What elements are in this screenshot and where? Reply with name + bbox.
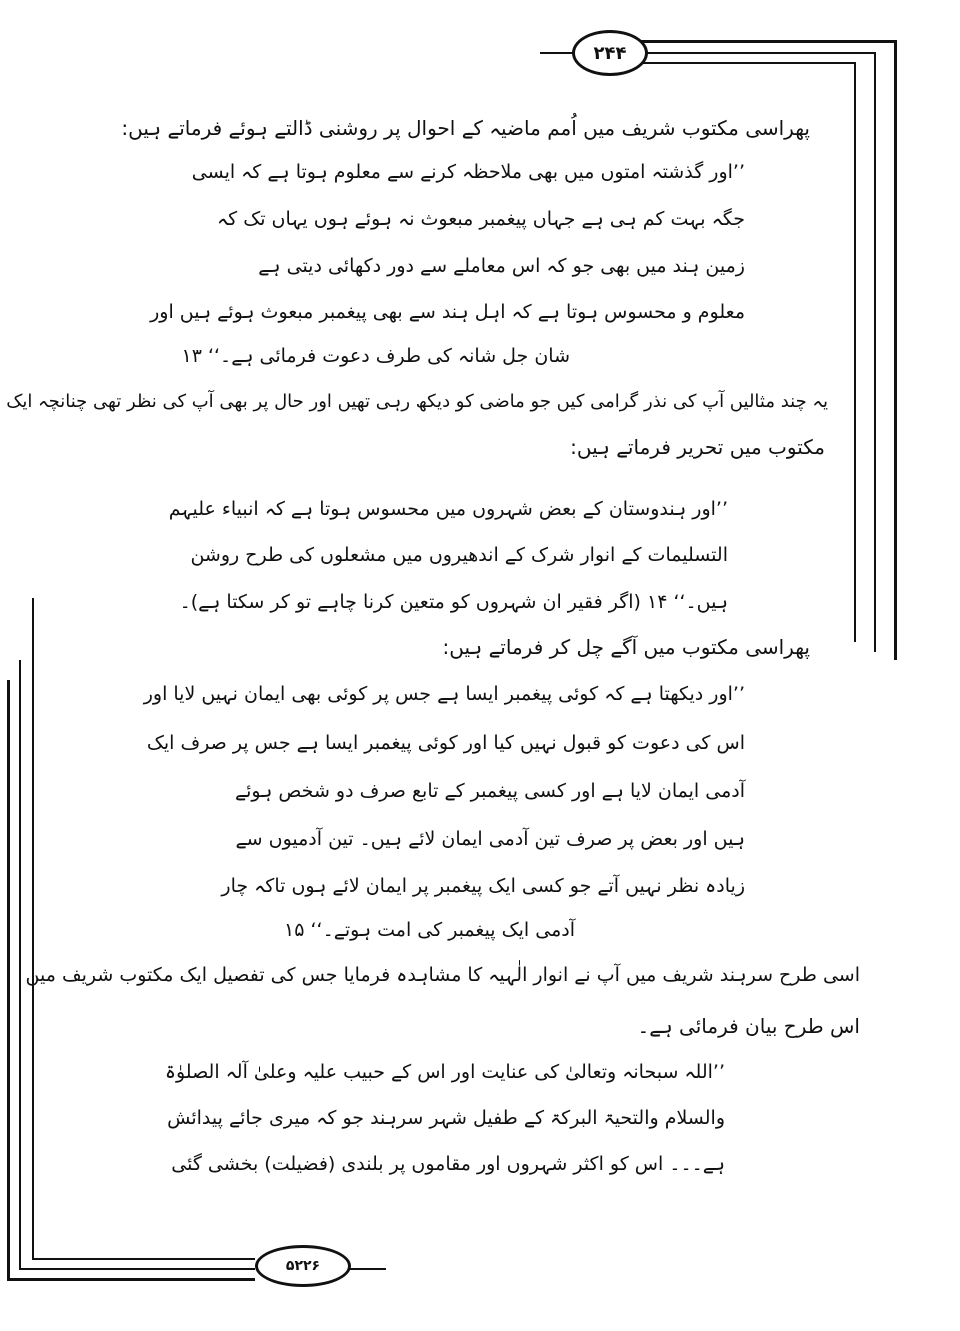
frame-top-line-outer — [640, 40, 896, 43]
frame-left-line-outer — [7, 680, 10, 1280]
quote-line: ’’اور دیکھتا ہے کہ کوئی پیغمبر ایسا ہے جس پر کوئی بھی ایمان نہیں لایا اور — [143, 683, 745, 705]
frame-left-line-innermost — [32, 598, 34, 1260]
frame-bottom-line-innermost — [32, 1258, 255, 1260]
quote-line: والسلام والتحیۃ البرکۃ کے طفیل شہر سرہند جو کہ میری جائے پیدائش — [167, 1107, 725, 1129]
text-line: اس طرح بیان فرمائی ہے۔ — [637, 1014, 860, 1038]
text-line: یہ چند مثالیں آپ کی نذر گرامی کیں جو ماضی کو دیکھ رہی تھیں اور حال پر بھی آپ کی نظر تھی چنانچہ ایک — [6, 391, 828, 412]
quote-line: اس کی دعوت کو قبول نہیں کیا اور کوئی پیغمبر ایسا ہے جس پر صرف ایک — [146, 732, 745, 754]
frame-top-line-inner — [640, 52, 874, 54]
top-page-number: ۲۴۴ — [572, 30, 648, 76]
frame-right-line-outer — [894, 40, 897, 660]
quote-line: جگہ بہت کم ہی ہے جہاں پیغمبر مبعوث نہ ہوئے ہوں یہاں تک کہ — [216, 208, 745, 230]
quote-line: شان جل شانہ کی طرف دعوت فرمائی ہے۔‘‘ ۱۳ — [181, 345, 570, 367]
frame-bottom-line-inner — [19, 1268, 255, 1270]
quote-line: آدمی ایک پیغمبر کی امت ہوتے۔‘‘ ۱۵ — [284, 919, 575, 941]
quote-line: ہے۔۔۔ اس کو اکثر شہروں اور مقاموں پر بلندی (فضیلت) بخشی گئی — [171, 1153, 725, 1175]
quote-line: زمین ہند میں بھی جو کہ اس معاملے سے دور دکھائی دیتی ہے — [258, 255, 745, 277]
quote-line: ہیں۔‘‘ ۱۴ (اگر فقیر ان شہروں کو متعین کرنا چاہے تو کر سکتا ہے)۔ — [179, 591, 728, 613]
text-line: مکتوب میں تحریر فرماتے ہیں: — [570, 435, 825, 459]
bottom-page-number: ۵۲۲۶ — [255, 1245, 351, 1287]
frame-top-left-stub — [540, 52, 574, 54]
quote-line: ’’اور ہندوستان کے بعض شہروں میں محسوس ہوتا ہے کہ انبیاء علیہم — [168, 498, 728, 520]
text-line: اسی طرح سرہند شریف میں آپ نے انوار الٰہیہ کا مشاہدہ فرمایا جس کی تفصیل ایک مکتوب شریف میں — [25, 964, 860, 986]
quote-line: ’’اللہ سبحانہ وتعالیٰ کی عنایت اور اس کے حبیب علیہ وعلیٰ آلہ الصلوٰۃ — [164, 1061, 725, 1083]
quote-line: معلوم و محسوس ہوتا ہے کہ اہل ہند سے بھی پیغمبر مبعوث ہوئے ہیں اور — [150, 301, 745, 323]
frame-right-line-innermost — [854, 62, 856, 642]
frame-right-line-inner — [874, 52, 876, 652]
frame-bottom-line-outer — [7, 1278, 255, 1281]
text-line: پھراسی مکتوب میں آگے چل کر فرماتے ہیں: — [442, 635, 810, 659]
quote-line: التسلیمات کے انوار شرک کے اندھیروں میں مشعلوں کی طرح روشن — [190, 544, 728, 566]
quote-line: ہیں اور بعض پر صرف تین آدمی ایمان لائے ہیں۔ تین آدمیوں سے — [235, 828, 745, 850]
quote-line: زیادہ نظر نہیں آتے جو کسی ایک پیغمبر پر ایمان لائے ہوں تاکہ چار — [221, 875, 745, 897]
frame-left-line-inner — [19, 660, 21, 1270]
quote-line: ’’اور گذشتہ امتوں میں بھی ملاحظہ کرنے سے معلوم ہوتا ہے کہ ایسی — [191, 161, 745, 183]
frame-top-line-innermost — [640, 62, 854, 64]
quote-line: آدمی ایمان لایا ہے اور کسی پیغمبر کے تابع صرف دو شخص ہوئے — [235, 780, 745, 802]
text-line: پھراسی مکتوب شریف میں اُمم ماضیہ کے احوال پر روشنی ڈالتے ہوئے فرماتے ہیں: — [121, 116, 810, 140]
